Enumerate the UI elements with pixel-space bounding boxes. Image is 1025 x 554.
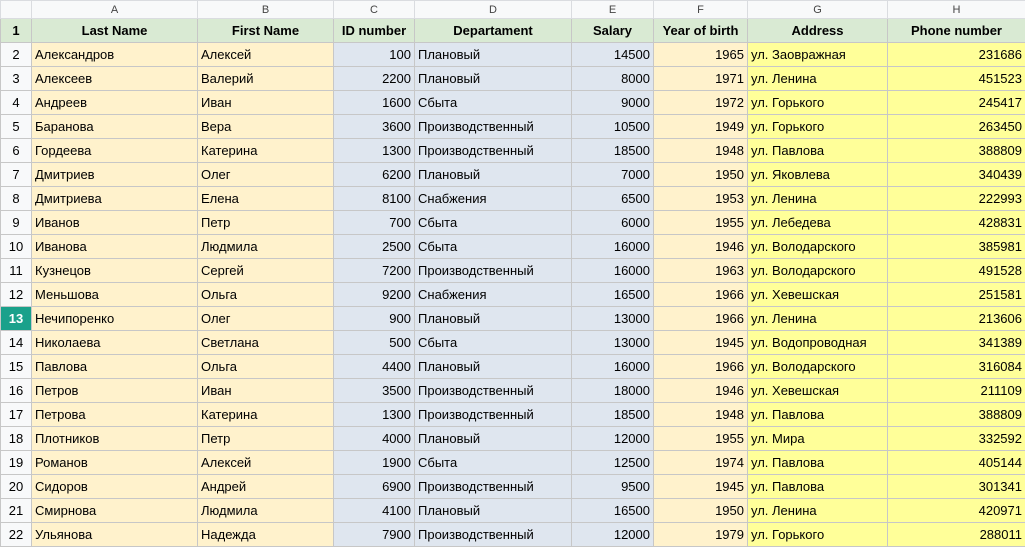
cell-last-name[interactable]: Гордеева — [32, 139, 198, 163]
cell-id-number[interactable]: 1300 — [334, 139, 415, 163]
cell-first-name[interactable]: Катерина — [198, 403, 334, 427]
cell-first-name[interactable]: Петр — [198, 427, 334, 451]
cell-address[interactable]: ул. Павлова — [748, 139, 888, 163]
cell-last-name[interactable]: Иванов — [32, 211, 198, 235]
cell-salary[interactable]: 18500 — [572, 139, 654, 163]
table-row — [1, 475, 1025, 499]
header-cell-last-name[interactable]: Last Name — [32, 19, 198, 43]
cell-phone-number[interactable]: 332592 — [888, 427, 1025, 451]
table-row — [1, 379, 1025, 403]
cell-phone-number[interactable]: 341389 — [888, 331, 1025, 355]
header-row — [1, 19, 1025, 43]
cell-salary[interactable]: 16000 — [572, 235, 654, 259]
cell-id-number[interactable]: 100 — [334, 43, 415, 67]
cell-departament[interactable]: Плановый — [415, 307, 572, 331]
cell-salary[interactable]: 16500 — [572, 283, 654, 307]
header-cell-year-of-birth[interactable]: Year of birth — [654, 19, 748, 43]
cell-year-of-birth[interactable]: 1979 — [654, 523, 748, 547]
cell-salary[interactable]: 10500 — [572, 115, 654, 139]
cell-first-name[interactable]: Людмила — [198, 499, 334, 523]
cell-last-name[interactable]: Сидоров — [32, 475, 198, 499]
cell-phone-number[interactable]: 301341 — [888, 475, 1025, 499]
cell-phone-number[interactable]: 491528 — [888, 259, 1025, 283]
cell-year-of-birth[interactable]: 1963 — [654, 259, 748, 283]
cell-address[interactable]: ул. Ленина — [748, 187, 888, 211]
table-row — [1, 499, 1025, 523]
cell-departament[interactable]: Снабжения — [415, 283, 572, 307]
row-number[interactable]: 2 — [1, 43, 32, 67]
cell-id-number[interactable]: 4400 — [334, 355, 415, 379]
cell-year-of-birth[interactable]: 1949 — [654, 115, 748, 139]
cell-first-name[interactable]: Петр — [198, 211, 334, 235]
cell-first-name[interactable]: Олег — [198, 307, 334, 331]
cell-last-name[interactable]: Романов — [32, 451, 198, 475]
table-row — [1, 43, 1025, 67]
cell-phone-number[interactable]: 385981 — [888, 235, 1025, 259]
cell-address[interactable]: ул. Хевешская — [748, 283, 888, 307]
cell-salary[interactable]: 6000 — [572, 211, 654, 235]
column-letter-b[interactable]: B — [198, 1, 334, 19]
table-row — [1, 523, 1025, 547]
cell-departament[interactable]: Производственный — [415, 139, 572, 163]
cell-departament[interactable]: Производственный — [415, 475, 572, 499]
table-row — [1, 283, 1025, 307]
table-row — [1, 139, 1025, 163]
row-number[interactable]: 11 — [1, 259, 32, 283]
cell-departament[interactable]: Сбыта — [415, 331, 572, 355]
cell-salary[interactable]: 12500 — [572, 451, 654, 475]
row-number[interactable]: 10 — [1, 235, 32, 259]
cell-address[interactable]: ул. Ленина — [748, 499, 888, 523]
cell-salary[interactable]: 8000 — [572, 67, 654, 91]
cell-year-of-birth[interactable]: 1966 — [654, 283, 748, 307]
cell-departament[interactable]: Производственный — [415, 379, 572, 403]
cell-first-name[interactable]: Ольга — [198, 283, 334, 307]
cell-id-number[interactable]: 1600 — [334, 91, 415, 115]
cell-address[interactable]: ул. Павлова — [748, 403, 888, 427]
row-number[interactable]: 21 — [1, 499, 32, 523]
cell-last-name[interactable]: Петрова — [32, 403, 198, 427]
cell-id-number[interactable]: 4000 — [334, 427, 415, 451]
cell-departament[interactable]: Плановый — [415, 499, 572, 523]
cell-phone-number[interactable]: 316084 — [888, 355, 1025, 379]
cell-salary[interactable]: 16500 — [572, 499, 654, 523]
table-row — [1, 91, 1025, 115]
row-number[interactable]: 20 — [1, 475, 32, 499]
cell-last-name[interactable]: Александров — [32, 43, 198, 67]
cell-first-name[interactable]: Светлана — [198, 331, 334, 355]
cell-id-number[interactable]: 6200 — [334, 163, 415, 187]
cell-first-name[interactable]: Надежда — [198, 523, 334, 547]
cell-salary[interactable]: 14500 — [572, 43, 654, 67]
column-letter-g[interactable]: G — [748, 1, 888, 19]
cell-id-number[interactable]: 700 — [334, 211, 415, 235]
cell-phone-number[interactable]: 388809 — [888, 403, 1025, 427]
table-row — [1, 235, 1025, 259]
cell-address[interactable]: ул. Ленина — [748, 67, 888, 91]
cell-last-name[interactable]: Смирнова — [32, 499, 198, 523]
table-row — [1, 307, 1025, 331]
header-cell-id-number[interactable]: ID number — [334, 19, 415, 43]
cell-address[interactable]: ул. Лебедева — [748, 211, 888, 235]
row-number[interactable]: 3 — [1, 67, 32, 91]
cell-phone-number[interactable]: 451523 — [888, 67, 1025, 91]
cell-departament[interactable]: Плановый — [415, 427, 572, 451]
column-letter-bar — [1, 1, 1025, 19]
cell-salary[interactable]: 16000 — [572, 259, 654, 283]
cell-id-number[interactable]: 9200 — [334, 283, 415, 307]
cell-salary[interactable]: 18500 — [572, 403, 654, 427]
cell-last-name[interactable]: Дмитриева — [32, 187, 198, 211]
column-letter-c[interactable]: C — [334, 1, 415, 19]
table-row — [1, 163, 1025, 187]
cell-year-of-birth[interactable]: 1948 — [654, 403, 748, 427]
cell-salary[interactable]: 18000 — [572, 379, 654, 403]
cell-year-of-birth[interactable]: 1955 — [654, 427, 748, 451]
cell-phone-number[interactable]: 263450 — [888, 115, 1025, 139]
cell-address[interactable]: ул. Володарского — [748, 235, 888, 259]
cell-id-number[interactable]: 6900 — [334, 475, 415, 499]
cell-phone-number[interactable]: 388809 — [888, 139, 1025, 163]
cell-year-of-birth[interactable]: 1945 — [654, 475, 748, 499]
row-number[interactable]: 16 — [1, 379, 32, 403]
cell-year-of-birth[interactable]: 1955 — [654, 211, 748, 235]
cell-first-name[interactable]: Ольга — [198, 355, 334, 379]
cell-address[interactable]: ул. Мира — [748, 427, 888, 451]
header-cell-departament[interactable]: Departament — [415, 19, 572, 43]
cell-id-number[interactable]: 8100 — [334, 187, 415, 211]
header-cell-address[interactable]: Address — [748, 19, 888, 43]
cell-first-name[interactable]: Людмила — [198, 235, 334, 259]
cell-id-number[interactable]: 7900 — [334, 523, 415, 547]
cell-address[interactable]: ул. Горького — [748, 91, 888, 115]
cell-phone-number[interactable]: 211109 — [888, 379, 1025, 403]
cell-address[interactable]: ул. Володарского — [748, 259, 888, 283]
table-row — [1, 211, 1025, 235]
cell-first-name[interactable]: Иван — [198, 91, 334, 115]
cell-departament[interactable]: Сбыта — [415, 451, 572, 475]
cell-first-name[interactable]: Андрей — [198, 475, 334, 499]
cell-phone-number[interactable]: 251581 — [888, 283, 1025, 307]
cell-salary[interactable]: 7000 — [572, 163, 654, 187]
cell-departament[interactable]: Производственный — [415, 115, 572, 139]
cell-id-number[interactable]: 2500 — [334, 235, 415, 259]
cell-year-of-birth[interactable]: 1966 — [654, 355, 748, 379]
cell-salary[interactable]: 9500 — [572, 475, 654, 499]
cell-departament[interactable]: Производственный — [415, 523, 572, 547]
row-number[interactable]: 5 — [1, 115, 32, 139]
table-row — [1, 403, 1025, 427]
cell-last-name[interactable]: Павлова — [32, 355, 198, 379]
cell-phone-number[interactable]: 213606 — [888, 307, 1025, 331]
header-cell-phone-number[interactable]: Phone number — [888, 19, 1025, 43]
cell-id-number[interactable]: 7200 — [334, 259, 415, 283]
cell-first-name[interactable]: Сергей — [198, 259, 334, 283]
cell-last-name[interactable]: Андреев — [32, 91, 198, 115]
cell-last-name[interactable]: Петров — [32, 379, 198, 403]
row-number[interactable]: 1 — [1, 19, 32, 43]
cell-address[interactable]: ул. Хевешская — [748, 379, 888, 403]
cell-year-of-birth[interactable]: 1950 — [654, 499, 748, 523]
cell-id-number[interactable]: 1900 — [334, 451, 415, 475]
row-number[interactable]: 17 — [1, 403, 32, 427]
cell-first-name[interactable]: Иван — [198, 379, 334, 403]
row-number[interactable]: 7 — [1, 163, 32, 187]
row-number[interactable]: 8 — [1, 187, 32, 211]
table-row — [1, 259, 1025, 283]
cell-id-number[interactable]: 2200 — [334, 67, 415, 91]
cell-phone-number[interactable]: 420971 — [888, 499, 1025, 523]
cell-phone-number[interactable]: 405144 — [888, 451, 1025, 475]
row-number[interactable]: 9 — [1, 211, 32, 235]
cell-first-name[interactable]: Вера — [198, 115, 334, 139]
cell-last-name[interactable]: Дмитриев — [32, 163, 198, 187]
cell-salary[interactable]: 6500 — [572, 187, 654, 211]
cell-salary[interactable]: 12000 — [572, 427, 654, 451]
cell-salary[interactable]: 13000 — [572, 307, 654, 331]
row-number[interactable]: 19 — [1, 451, 32, 475]
row-number[interactable]: 6 — [1, 139, 32, 163]
header-cell-salary[interactable]: Salary — [572, 19, 654, 43]
cell-phone-number[interactable]: 340439 — [888, 163, 1025, 187]
cell-last-name[interactable]: Меньшова — [32, 283, 198, 307]
cell-year-of-birth[interactable]: 1971 — [654, 67, 748, 91]
row-number[interactable]: 15 — [1, 355, 32, 379]
cell-last-name[interactable]: Николаева — [32, 331, 198, 355]
cell-address[interactable]: ул. Яковлева — [748, 163, 888, 187]
cell-year-of-birth[interactable]: 1946 — [654, 379, 748, 403]
cell-last-name[interactable]: Алексеев — [32, 67, 198, 91]
table-row — [1, 115, 1025, 139]
select-all-corner[interactable] — [1, 1, 32, 19]
cell-phone-number[interactable]: 245417 — [888, 91, 1025, 115]
cell-address[interactable]: ул. Горького — [748, 115, 888, 139]
cell-address[interactable]: ул. Водопроводная — [748, 331, 888, 355]
cell-year-of-birth[interactable]: 1966 — [654, 307, 748, 331]
table-row — [1, 331, 1025, 355]
row-number[interactable]: 13 — [1, 307, 32, 331]
cell-last-name[interactable]: Плотников — [32, 427, 198, 451]
table-row — [1, 67, 1025, 91]
cell-id-number[interactable]: 1300 — [334, 403, 415, 427]
row-number[interactable]: 4 — [1, 91, 32, 115]
row-number[interactable]: 12 — [1, 283, 32, 307]
cell-last-name[interactable]: Баранова — [32, 115, 198, 139]
cell-phone-number[interactable]: 231686 — [888, 43, 1025, 67]
cell-address[interactable]: ул. Горького — [748, 523, 888, 547]
table-row — [1, 355, 1025, 379]
cell-address[interactable]: ул. Заовражная — [748, 43, 888, 67]
table-row — [1, 451, 1025, 475]
cell-salary[interactable]: 13000 — [572, 331, 654, 355]
cell-last-name[interactable]: Кузнецов — [32, 259, 198, 283]
cell-address[interactable]: ул. Ленина — [748, 307, 888, 331]
cell-id-number[interactable]: 500 — [334, 331, 415, 355]
column-letter-e[interactable]: E — [572, 1, 654, 19]
row-number[interactable]: 14 — [1, 331, 32, 355]
cell-year-of-birth[interactable]: 1965 — [654, 43, 748, 67]
cell-address[interactable]: ул. Володарского — [748, 355, 888, 379]
cell-departament[interactable]: Сбыта — [415, 91, 572, 115]
cell-last-name[interactable]: Нечипоренко — [32, 307, 198, 331]
cell-salary[interactable]: 9000 — [572, 91, 654, 115]
header-cell-first-name[interactable]: First Name — [198, 19, 334, 43]
cell-first-name[interactable]: Алексей — [198, 451, 334, 475]
column-letter-f[interactable]: F — [654, 1, 748, 19]
cell-year-of-birth[interactable]: 1950 — [654, 163, 748, 187]
cell-address[interactable]: ул. Павлова — [748, 475, 888, 499]
table-row — [1, 427, 1025, 451]
cell-year-of-birth[interactable]: 1953 — [654, 187, 748, 211]
cell-departament[interactable]: Производственный — [415, 403, 572, 427]
row-number[interactable]: 22 — [1, 523, 32, 547]
cell-first-name[interactable]: Алексей — [198, 43, 334, 67]
cell-address[interactable]: ул. Павлова — [748, 451, 888, 475]
cell-id-number[interactable]: 3600 — [334, 115, 415, 139]
cell-year-of-birth[interactable]: 1972 — [654, 91, 748, 115]
column-letter-a[interactable]: A — [32, 1, 198, 19]
cell-departament[interactable]: Плановый — [415, 67, 572, 91]
row-number[interactable]: 18 — [1, 427, 32, 451]
cell-year-of-birth[interactable]: 1974 — [654, 451, 748, 475]
cell-departament[interactable]: Плановый — [415, 163, 572, 187]
cell-departament[interactable]: Плановый — [415, 355, 572, 379]
cell-year-of-birth[interactable]: 1948 — [654, 139, 748, 163]
cell-id-number[interactable]: 3500 — [334, 379, 415, 403]
cell-departament[interactable]: Сбыта — [415, 235, 572, 259]
table-row — [1, 187, 1025, 211]
cell-last-name[interactable]: Иванова — [32, 235, 198, 259]
cell-first-name[interactable]: Валерий — [198, 67, 334, 91]
cell-departament[interactable]: Сбыта — [415, 211, 572, 235]
cell-last-name[interactable]: Ульянова — [32, 523, 198, 547]
cell-salary[interactable]: 12000 — [572, 523, 654, 547]
cell-first-name[interactable]: Елена — [198, 187, 334, 211]
cell-id-number[interactable]: 900 — [334, 307, 415, 331]
cell-year-of-birth[interactable]: 1946 — [654, 235, 748, 259]
cell-year-of-birth[interactable]: 1945 — [654, 331, 748, 355]
cell-phone-number[interactable]: 288011 — [888, 523, 1025, 547]
cell-first-name[interactable]: Катерина — [198, 139, 334, 163]
cell-salary[interactable]: 16000 — [572, 355, 654, 379]
cell-phone-number[interactable]: 428831 — [888, 211, 1025, 235]
cell-departament[interactable]: Снабжения — [415, 187, 572, 211]
cell-id-number[interactable]: 4100 — [334, 499, 415, 523]
cell-departament[interactable]: Плановый — [415, 43, 572, 67]
cell-phone-number[interactable]: 222993 — [888, 187, 1025, 211]
column-letter-h[interactable]: H — [888, 1, 1025, 19]
cell-departament[interactable]: Производственный — [415, 259, 572, 283]
column-letter-d[interactable]: D — [415, 1, 572, 19]
cell-first-name[interactable]: Олег — [198, 163, 334, 187]
